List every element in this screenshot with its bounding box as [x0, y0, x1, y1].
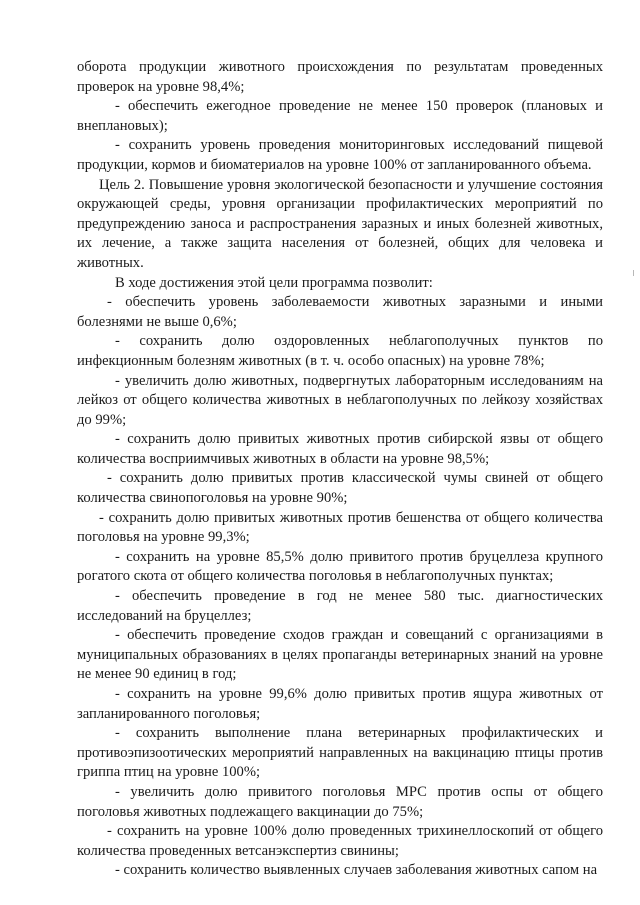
text-line: - сохранить выполнение плана ветеринарных профилактических и: [115, 725, 603, 742]
text-line: - сохранить долю оздоровленных неблагополучных пунктов по: [115, 333, 603, 350]
scan-edge-mark: [633, 270, 634, 276]
text-line: до 99%;: [77, 411, 127, 428]
text-line: лейкоз от общего количества животных в неблагополучных по лейкозу хозяйствах: [77, 392, 603, 409]
text-line: - обеспечить проведение в год не менее 580 тыс. диагностических: [115, 588, 603, 605]
text-line: - сохранить долю привитых животных против сибирской язвы от общего: [115, 431, 603, 448]
paragraph: [77, 822, 603, 861]
paragraph: [77, 332, 603, 371]
text-line: их лечение, а также защита населения от болезней, общих для человека и: [77, 235, 603, 252]
text-line: инфекционным болезням животных (в т. ч. особо опасных) на уровне 78%;: [77, 352, 545, 369]
paragraph: [77, 587, 603, 626]
paragraph: [77, 176, 603, 274]
text-line: - увеличить долю привитого поголовья МРС против оспы от общего: [115, 783, 603, 800]
text-line: продукции, кормов и биоматериалов на уровне 100% от запланированного объема.: [77, 156, 592, 173]
text-line: оборота продукции животного происхождения по результатам проведенных: [77, 59, 603, 75]
text-line: - сохранить на уровне 100% долю проведенных трихинеллоскопий от общего: [107, 823, 603, 840]
text-line: - обеспечить уровень заболеваемости животных заразными и иными: [107, 294, 603, 311]
paragraph: [77, 724, 603, 783]
paragraph: [77, 136, 603, 175]
paragraph: [77, 372, 603, 431]
paragraph: [77, 783, 603, 822]
text-line: В ходе достижения этой цели программа позволит:: [115, 274, 433, 291]
text-line: гриппа птиц на уровне 100%;: [77, 764, 261, 781]
text-line: - обеспечить проведение сходов граждан и совещаний с организациями в: [115, 627, 603, 644]
text-line: - обеспечить ежегодное проведение не менее 150 проверок (плановых и: [115, 98, 603, 115]
text-line: предупреждению заноса и распространения заразных и иных болезней животных,: [77, 215, 603, 232]
text-line: Цель 2. Повышение уровня экологической безопасности и улучшение состояния: [99, 176, 603, 193]
paragraph: [77, 293, 603, 332]
text-line: поголовья животных подлежащего вакцинации до 75%;: [77, 803, 424, 820]
text-line: - сохранить долю привитых животных против бешенства от общего количества: [99, 509, 603, 526]
paragraph: [77, 469, 603, 508]
text-line: исследований на бруцеллез;: [77, 607, 252, 624]
text-line: не менее 90 единиц в год;: [77, 666, 237, 683]
text-line: запланированного поголовья;: [77, 705, 261, 722]
text-line: окружающей среды, уровня организации профилактических мероприятий по: [77, 196, 603, 213]
text-line: количества проведенных ветсанэкспертиз свинины;: [77, 842, 399, 859]
paragraph: [77, 548, 603, 587]
document-body: [77, 58, 603, 881]
text-line: - сохранить уровень проведения мониторинговых исследований пищевой: [115, 137, 603, 154]
text-line: - увеличить долю животных, подвергнутых лабораторным исследованиям на: [115, 372, 603, 389]
paragraph: [77, 274, 603, 294]
text-line: рогатого скота от общего количества поголовья в неблагополучных пунктах;: [77, 568, 554, 585]
text-line: животных.: [77, 254, 144, 271]
paragraph: [77, 58, 603, 97]
text-line: болезнями не выше 0,6%;: [77, 313, 237, 330]
text-line: количества свинопоголовья на уровне 90%;: [77, 490, 348, 507]
text-line: поголовья на уровне 99,3%;: [77, 529, 250, 546]
text-line: - сохранить на уровне 85,5% долю привитого против бруцеллеза крупного: [115, 548, 603, 565]
text-line: - сохранить на уровне 99,6% долю привитых против ящура животных от: [115, 686, 603, 702]
paragraph: [77, 685, 603, 724]
text-line: проверок на уровне 98,4%;: [77, 78, 245, 95]
text-line: противоэпизоотических мероприятий направленных на вакцинацию птицы против: [77, 744, 603, 761]
paragraph: [77, 97, 603, 136]
text-line: муниципальных образованиях в целях пропаганды ветеринарных знаний на уровне: [77, 646, 603, 663]
paragraph: [77, 626, 603, 685]
text-line: количества восприимчивых животных в области на уровне 98,5%;: [77, 450, 490, 467]
paragraph: [77, 509, 603, 548]
paragraph: [77, 430, 603, 469]
text-line: - сохранить долю привитых против классической чумы свиней от общего: [107, 470, 603, 487]
text-line: внеплановых);: [77, 117, 168, 134]
text-line: - сохранить количество выявленных случаев заболевания животных сапом на: [115, 862, 598, 879]
paragraph: [77, 861, 603, 881]
